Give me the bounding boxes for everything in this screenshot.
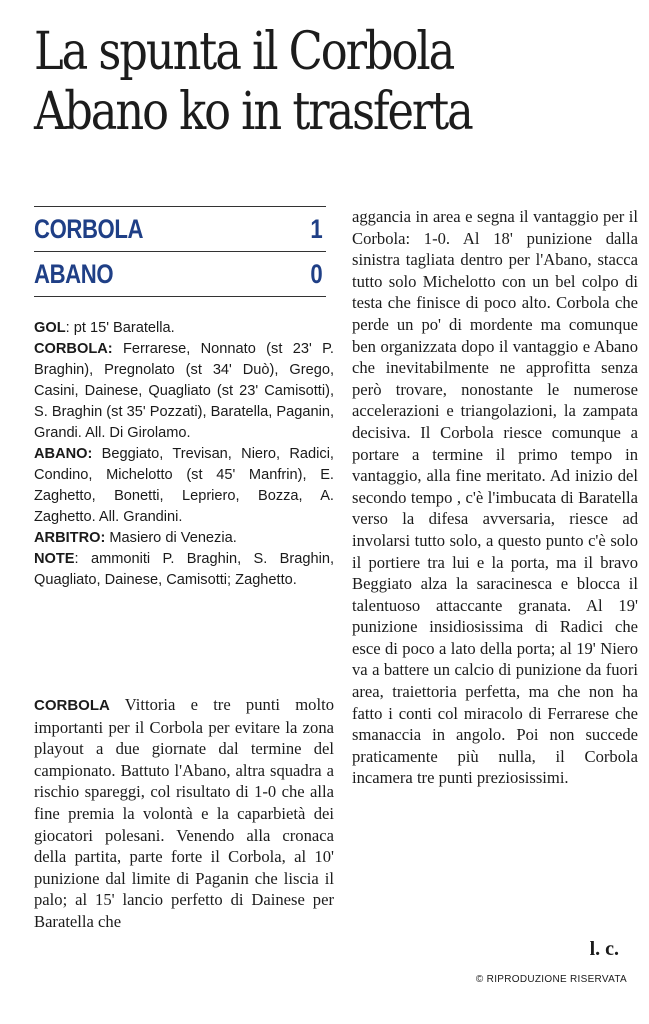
headline-line-1: La spunta il Corbola <box>34 22 454 82</box>
article-text-right: aggancia in area e segna il vantaggio per il Corbola: 1-0. Al 18' punizione dalla sinistra tagliata dentro per l'Abano, stacca tutto solo Michelotto con un bel colpo di testa che finisce di poco alto. Corbola che perde un po' di mordente ma comunque ben organizzata dopo il vantaggio e Abano che inevitabilmente ne approfitta senza però trovare, nonostante le numerose accelerazioni e triangolazioni, la zampata decisiva. Il Corbola riesce comunque a portare a termine il primo tempo in vantaggio, alla fine meritato. Ad inizio del secondo tempo , c'è l'imbucata di Baratella verso la difesa avversaria, riesce ad involarsi tutto solo, a questo punto c'è solo il portiere tra lui e la porta, ma il bravo Beggiato alza la saracinesca e blocca il talentuoso attaccante granata. Al 19' punizione insidiosissima di Radici che esce di poco a lato della porta; al 19' Niero va a battere un calcio di punizione da fuori area, traiettoria perfetta, ma che non ha fatto i conti col miracolo di Ferrarese che smanaccia in angolo. Poi non succede praticamente più nulla, il Corbola incamera tre punti preziosissimi. <box>352 207 638 788</box>
notes-line <box>34 549 334 591</box>
article-lead-label: CORBOLA <box>34 697 110 714</box>
article-column-left <box>34 694 334 933</box>
abano-lineup-text: Beggiato, Trevisan, Niero, Radici, Condino, Michelotto (st 45' Manfrin), E. Zaghetto, Bonetti, Lepriero, Bozza, A. Zaghetto. All. Grandini. <box>34 446 334 525</box>
goals-label: GOL <box>34 320 66 336</box>
referee-text: Masiero di Venezia. <box>105 530 237 546</box>
article-column-right <box>352 206 638 789</box>
notes-label: NOTE <box>34 551 75 567</box>
abano-lineup <box>34 444 334 528</box>
score-row-home <box>34 206 326 251</box>
corbola-lineup-label: CORBOLA: <box>34 341 113 357</box>
home-team: CORBOLA <box>34 213 144 244</box>
home-score: 1 <box>310 213 323 244</box>
referee-label: ARBITRO: <box>34 530 106 546</box>
goals-line <box>34 318 334 339</box>
referee-line <box>34 528 334 549</box>
corbola-lineup <box>34 339 334 444</box>
headline <box>34 22 559 142</box>
scoreboard <box>34 206 326 297</box>
away-team: ABANO <box>34 258 114 289</box>
away-score: 0 <box>310 258 323 289</box>
score-row-away <box>34 251 326 297</box>
headline-line-2: Abano ko in trasferta <box>34 82 472 142</box>
goals-text: : pt 15' Baratella. <box>65 320 175 336</box>
article-text-left: Vittoria e tre punti molto importanti per il Corbola per evitare la zona playout a due giornate dal termine del campionato. Battuto l'Abano, altra squadra a rischio spareggi, col risultato di 1-0 che alla fine premia la volontà e la caparbietà dei giocatori polesani. Venendo alla cronaca della partita, parte forte il Corbola, al 10' punizione dal limite di Paganin che liscia il palo; al 15' lancio perfetto di Dainese per Baratella che <box>34 695 334 931</box>
notes-text: : ammoniti P. Braghin, S. Braghin, Quagliato, Dainese, Camisotti; Zaghetto. <box>34 551 334 588</box>
abano-lineup-label: ABANO: <box>34 446 93 462</box>
copyright-notice: © RIPRODUZIONE RISERVATA <box>475 974 627 985</box>
corbola-lineup-text: Ferrarese, Nonnato (st 23' P. Braghin), Pregnolato (st 34' Duò), Grego, Casini, Dainese, Quagliato (st 23' Camisotti), S. Braghin (st 35' Pozzati), Baratella, Paganin, Grandi. All. Di Girolamo. <box>34 341 334 441</box>
author-signature: l. c. <box>589 938 619 960</box>
match-details <box>34 318 334 591</box>
